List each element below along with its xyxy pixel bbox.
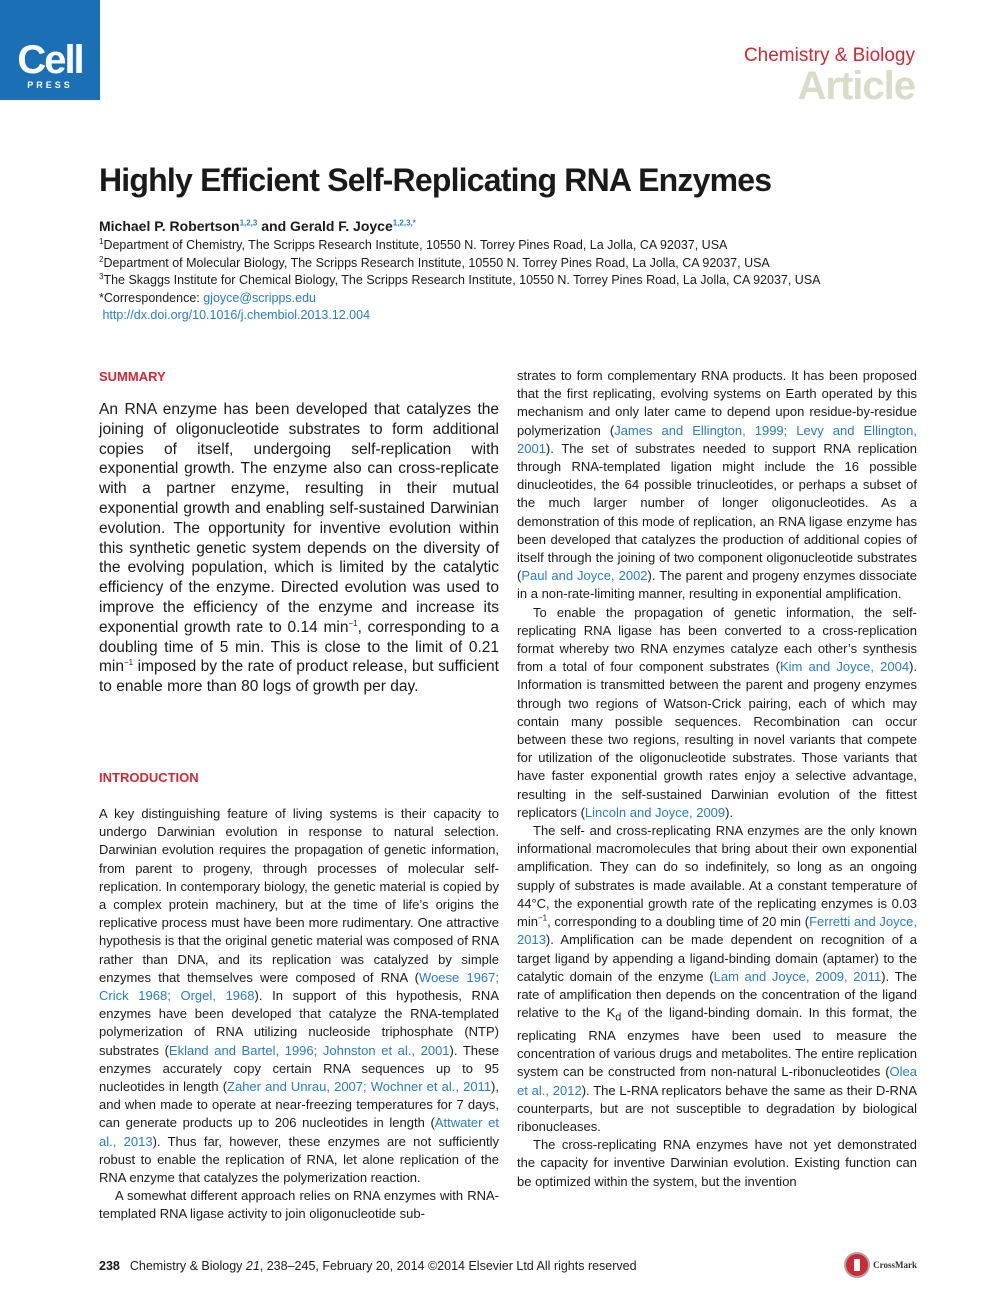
citation-link[interactable]: Woese 1967; Crick 1968; Orgel, 1968: [99, 969, 500, 1004]
superscript: −1: [537, 913, 548, 923]
text-run: The self- and cross-replicating RNA enzymes are the only known informational macromolecules that bring about their own exponential amplification. They can do so indefinitely, so long as an ongoing supply of substrates is made available. At a constant temperature of 44°C, the exponential growth rate of the replicating enzymes is 0.03 min: [517, 823, 917, 930]
text-run: , corresponding to a doubling time of 20 min (: [547, 914, 810, 930]
text-run: strates to form complementary RNA products. It has been proposed that the first replicating, evolving systems on Earth operated by this mechanism and only later came to depend upon residue-by-residue polymerization (: [517, 368, 917, 438]
subscript: d: [615, 1011, 622, 1024]
logo-press: PRESS: [27, 80, 73, 90]
text-run: The cross-replicating RNA enzymes have not yet demonstrated the capacity for inventive Darwinian evolution. Existing function can be optimized within the system, but the invention: [517, 1137, 917, 1189]
page-number: 238: [99, 1259, 120, 1273]
author-affil-sup[interactable]: 1,2,3,*: [392, 218, 416, 228]
citation-link[interactable]: Ekland and Bartel, 1996; Johnston et al., 2001: [168, 1042, 450, 1058]
correspondence: [99, 290, 821, 308]
superscript: −1: [348, 618, 358, 628]
citation-link[interactable]: James and Ellington, 1999; Levy and Ellington, 2001: [517, 422, 917, 456]
text-run: ). The L-RNA replicators behave the same as their D-RNA counterparts, but are not susceptible to degradation by biological ribonucleases.: [517, 1082, 917, 1134]
crossmark-icon: [844, 1252, 870, 1278]
footer-journal: Chemistry & Biology: [129, 1259, 246, 1273]
correspondence-email-link[interactable]: gjoyce@scripps.edu: [203, 290, 316, 305]
body-paragraph: [99, 1187, 499, 1223]
body-paragraph: [517, 822, 917, 1136]
author-name: Michael P. Robertson: [99, 218, 240, 234]
affil-text: The Skaggs Institute for Chemical Biology, The Scripps Research Institute, 10550 N. Torrey Pines Road, La Jolla, CA 92037, USA: [103, 273, 821, 287]
journal-name: Chemistry & Biology: [743, 45, 915, 66]
page-footer: [99, 1259, 637, 1273]
affil-text: Department of Molecular Biology, The Scripps Research Institute, 10550 N. Torrey Pines Road, La Jolla, CA 92037, USA: [103, 255, 770, 270]
text-run: A somewhat different approach relies on RNA enzymes with RNA-templated RNA ligase activity to join oligonucleotide sub-: [99, 1188, 499, 1222]
affiliations: [99, 237, 821, 325]
text-run: , corresponding to a doubling time of 5 min. This is close to the limit of 0.21 min: [99, 618, 499, 676]
authors-and: and: [257, 218, 291, 234]
summary-heading: SUMMARY: [99, 369, 166, 384]
text-run: ). The set of substrates needed to support RNA replication through RNA-templated ligation might include the 16 possible dinucleotides, the 64 possible trinucleotides, or perhaps a subset of the much larger number of longer oligonucleotides. As a demonstration of this mode of replication, an RNA ligase enzyme has been developed that catalyzes the production of additional copies of itself through the joining of two component oligonucleotide substrates (: [517, 440, 917, 584]
citation-link[interactable]: Ferretti and Joyce, 2013: [517, 914, 918, 948]
right-column-body: [517, 367, 917, 1191]
body-paragraph: [517, 367, 917, 604]
text-run: ). These enzymes accurately copy certain RNA sequences up to 95 nucleotides in length (: [99, 1042, 499, 1095]
text-run: ). Thus far, however, these enzymes are not sufficiently robust to enable the replication of RNA, let alone replication of the RNA enzyme that catalyzes the polymerization reaction.: [99, 1133, 499, 1186]
citation-link[interactable]: Lincoln and Joyce, 2009: [584, 804, 726, 820]
text-run: An RNA enzyme has been developed that catalyzes the joining of oligonucleotide substrates to form additional copies of itself, undergoing self-replication with exponential growth. The enzyme also can cross-replicate with a partner enzyme, resulting in their mutual exponential growth and enabling self-sustained Darwinian evolution. The opportunity for inventive evolution within this synthetic genetic system depends on the diversity of the evolving population, which is limited by the catalytic efficiency of the enzyme. Directed evolution was used to improve the efficiency of the enzyme and increase its exponential growth rate to 0.14 min: [99, 401, 499, 636]
affil-text: Department of Chemistry, The Scripps Research Institute, 10550 N. Torrey Pines Road, La Jolla, CA 92037, USA: [103, 238, 728, 252]
author-affil-sup[interactable]: 1,2,3: [239, 218, 258, 228]
text-run: ). In support of this hypothesis, RNA enzymes have been developed that catalyze the RNA-templated polymerization of RNA utilizing nucleoside triphosphate (NTP) substrates (: [99, 988, 499, 1058]
affiliation: [99, 237, 821, 255]
body-paragraph: [517, 604, 917, 822]
superscript: −1: [123, 658, 134, 668]
citation-link[interactable]: Zaher and Unrau, 2007; Wochner et al., 2011: [227, 1079, 492, 1095]
affil-num: 3: [99, 271, 104, 281]
doi-link[interactable]: http://dx.doi.org/10.1016/j.chembiol.2013.12.004: [102, 308, 371, 322]
citation-link[interactable]: Lam and Joyce, 2009, 2011: [713, 968, 882, 984]
body-paragraph: [99, 805, 499, 1187]
text-run: ).: [725, 804, 734, 820]
body-paragraph: [517, 1136, 917, 1191]
affil-num: 1: [99, 236, 104, 246]
introduction-heading: INTRODUCTION: [99, 770, 199, 785]
citation-link[interactable]: Paul and Joyce, 2002: [521, 568, 648, 584]
doi-line: [99, 307, 821, 325]
text-run: of the ligand-binding domain. In this format, the replicating RNA enzymes have been used to measure the concentration of various drugs and metabolites. The entire replication system can be constructed from non-natural L-ribonucleotides (: [517, 1005, 918, 1080]
article-type: Article: [797, 64, 915, 108]
text-run: imposed by the rate of product release, but sufficient to enable more than 80 logs of growth per day.: [99, 658, 499, 696]
correspondence-label: *Correspondence:: [99, 290, 204, 305]
cell-press-logo: [0, 0, 100, 100]
footer-citation: , 238–245, February 20, 2014 ©2014 Elsevier Ltd All rights reserved: [259, 1259, 637, 1273]
affiliation: [99, 255, 821, 273]
citation-link[interactable]: Kim and Joyce, 2004: [779, 659, 910, 675]
authors: [99, 218, 416, 234]
text-run: ). The rate of amplification then depends on the concentration of the ligand relative to the K: [517, 968, 918, 1021]
affiliation: [99, 272, 821, 290]
text-run: ), and when made to operate at near-freezing temperatures for 7 days, can generate products up to 206 nucleotides in length (: [99, 1079, 499, 1131]
text-run: To enable the propagation of genetic information, the self-replicating RNA ligase has been converted to a cross-replication format whereby two RNA enzymes catalyze each other’s synthesis from a total of four component substrates (: [517, 604, 917, 675]
citation-link[interactable]: Olea et al., 2012: [517, 1064, 917, 1098]
footer-volume: 21: [245, 1259, 260, 1273]
text-run: ). The parent and progeny enzymes dissociate in a non-rate-limiting manner, resulting in exponential amplification.: [517, 568, 917, 602]
logo-cell: Cell: [17, 38, 83, 82]
left-column-body: [99, 805, 499, 1224]
text-run: ). Amplification can be made dependent on recognition of a target ligand by appending a ligand-binding domain (aptamer) to the catalytic domain of the enzyme (: [517, 932, 917, 984]
text-run: A key distinguishing feature of living systems is their capacity to undergo Darwinian evolution in response to natural selection. Darwinian evolution requires the propagation of genetic information, from parent to progeny, through processes of molecular self-replication. In contemporary biology, the genetic material is copied by a complex protein machinery, but at the time of life’s origins the replicative process must have been more rudimentary. One attractive hypothesis is that the original genetic material was composed of RNA rather than DNA, and its replication was catalyzed by simple enzymes that themselves were composed of RNA (: [99, 806, 499, 985]
text-run: ). Information is transmitted between the parent and progeny enzymes through two regions of Watson-Crick pairing, each of which may contain many possible sequences. Recombination can occur between these two regions, resulting in novel variants that compete for utilization of the oligonucleotide substrates. Those variants that have faster exponential growth rates enjoy a selective advantage, resulting in the self-sustained Darwinian evolution of the fittest replicators (: [517, 659, 918, 820]
crossmark-label: CrossMark: [873, 1260, 917, 1270]
paper-title: Highly Efficient Self-Replicating RNA Enzymes: [99, 162, 772, 198]
summary-text: [99, 400, 499, 697]
affil-num: 2: [99, 254, 104, 264]
citation-link[interactable]: Attwater et al., 2013: [99, 1115, 499, 1149]
author-name: Gerald F. Joyce: [290, 218, 393, 234]
crossmark-badge[interactable]: [844, 1252, 917, 1278]
